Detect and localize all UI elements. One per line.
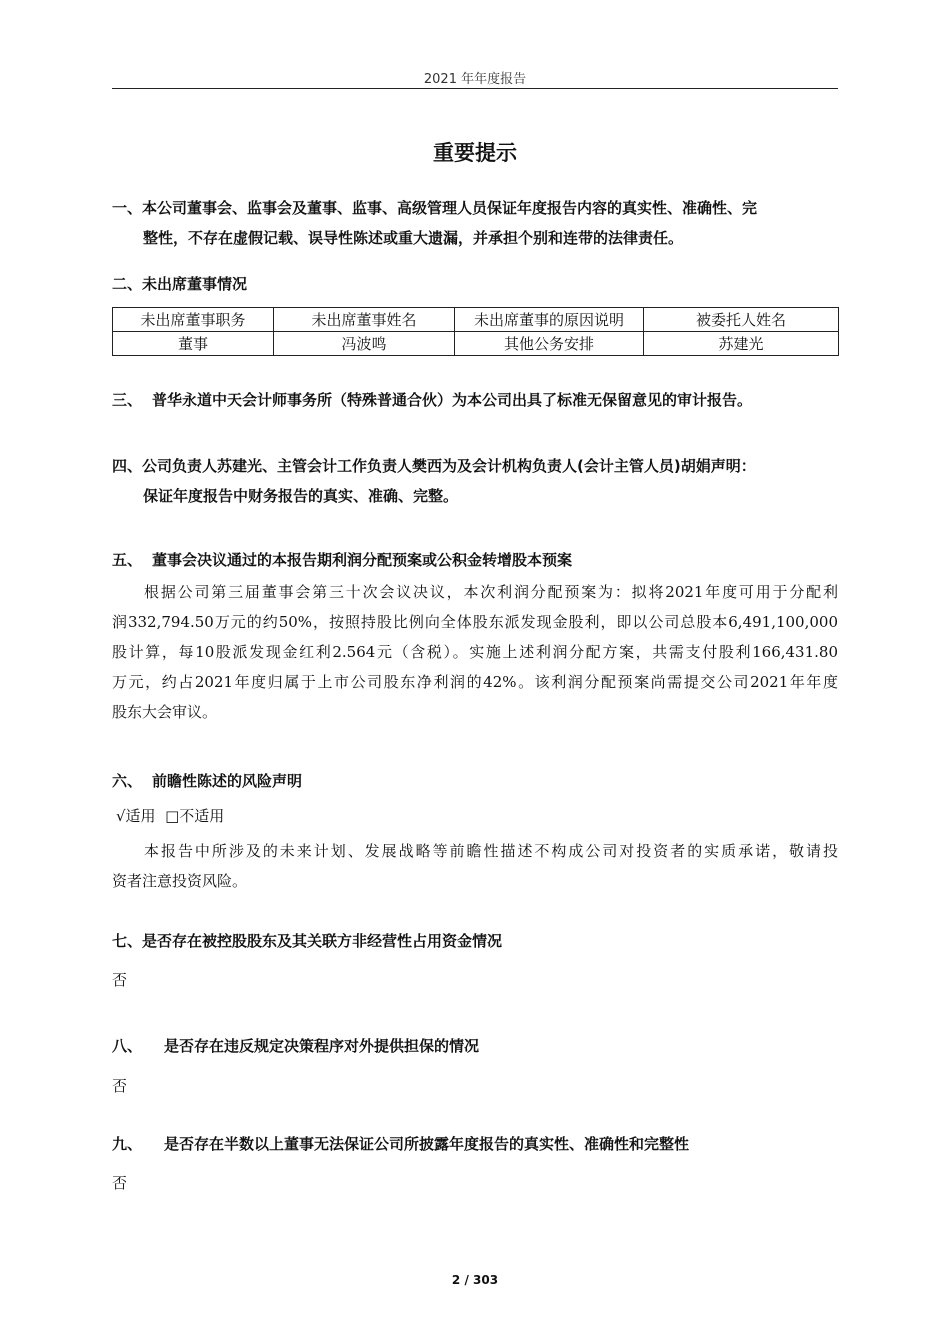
page-number: 2 / 303 bbox=[451, 1273, 499, 1287]
paragraph-line: 资者注意投资风险。 bbox=[112, 872, 248, 890]
section-7-number: 七、 bbox=[112, 932, 143, 950]
table-header-cell: 未出席董事的原因说明 bbox=[455, 308, 644, 332]
table-header-cell: 被委托人姓名 bbox=[644, 308, 839, 332]
page-header: 2021 年年度报告 bbox=[423, 72, 527, 87]
section-7-text: 是否存在被控股股东及其关联方非经营性占用资金情况 bbox=[142, 932, 503, 950]
section-3-number: 三、 bbox=[112, 391, 143, 409]
section-6-number: 六、 bbox=[112, 772, 143, 790]
table-header-row bbox=[113, 308, 839, 332]
paragraph-line: 万元，约占2021年度归属于上市公司股东净利润的42%。该利润分配预案尚需提交公司2021年年度 bbox=[112, 673, 838, 691]
section-4-continuation: 保证年度报告中财务报告的真实、准确、完整。 bbox=[143, 487, 459, 505]
section-7-answer: 否 bbox=[112, 971, 128, 989]
table-header-cell: 未出席董事职务 bbox=[113, 308, 274, 332]
section-8-heading bbox=[112, 1031, 479, 1061]
section-8-answer: 否 bbox=[112, 1077, 128, 1095]
risk-paragraph bbox=[112, 836, 838, 896]
page-title: 重要提示 bbox=[433, 141, 517, 165]
absent-directors-table bbox=[112, 307, 839, 356]
section-1-heading bbox=[112, 193, 757, 223]
applicable-option: √适用 bbox=[116, 807, 156, 825]
section-3-heading bbox=[112, 385, 752, 415]
not-applicable-option: □不适用 bbox=[165, 807, 225, 825]
table-cell: 其他公务安排 bbox=[455, 332, 644, 356]
paragraph-line: 股计算，每10股派发现金红利2.564元（含税）。实施上述利润分配方案，共需支付股利166,431.80 bbox=[112, 643, 838, 661]
section-1-number: 一、 bbox=[112, 199, 143, 217]
header-divider bbox=[112, 88, 838, 89]
paragraph-line: 润332,794.50万元的约50%，按照持股比例向全体股东派发现金股利，即以公司总股本6,491,100,000 bbox=[112, 613, 838, 631]
section-9-text: 是否存在半数以上董事无法保证公司所披露年度报告的真实性、准确性和完整性 bbox=[164, 1135, 690, 1153]
table-row bbox=[113, 332, 839, 356]
section-1-continuation: 整性，不存在虚假记载、误导性陈述或重大遗漏，并承担个别和连带的法律责任。 bbox=[143, 229, 684, 247]
section-2-number: 二、 bbox=[112, 275, 143, 293]
section-3-text: 普华永道中天会计师事务所（特殊普通合伙）为本公司出具了标准无保留意见的审计报告。 bbox=[152, 391, 753, 409]
section-6-heading bbox=[112, 766, 302, 796]
table-header-cell: 未出席董事姓名 bbox=[274, 308, 455, 332]
table-cell: 董事 bbox=[113, 332, 274, 356]
section-8-number: 八、 bbox=[112, 1037, 143, 1055]
section-1-text: 本公司董事会、监事会及董事、监事、高级管理人员保证年度报告内容的真实性、准确性、完 bbox=[142, 199, 758, 217]
section-4-number: 四、 bbox=[112, 457, 143, 475]
section-9-answer: 否 bbox=[112, 1174, 128, 1192]
section-5-text: 董事会决议通过的本报告期利润分配预案或公积金转增股本预案 bbox=[152, 551, 573, 569]
dividend-paragraph bbox=[112, 577, 838, 727]
section-8-text: 是否存在违反规定决策程序对外提供担保的情况 bbox=[164, 1037, 480, 1055]
section-9-number: 九、 bbox=[112, 1135, 143, 1153]
table-cell: 冯波鸣 bbox=[274, 332, 455, 356]
section-5-number: 五、 bbox=[112, 551, 143, 569]
paragraph-line: 根据公司第三届董事会第三十次会议决议，本次利润分配预案为：拟将2021年度可用于分配利 bbox=[144, 583, 838, 601]
section-7-heading bbox=[112, 926, 502, 956]
table-cell: 苏建光 bbox=[644, 332, 839, 356]
section-9-heading bbox=[112, 1129, 689, 1159]
section-2-heading bbox=[112, 269, 247, 299]
section-5-heading bbox=[112, 545, 572, 575]
section-4-heading bbox=[112, 451, 756, 481]
risk-options bbox=[116, 801, 842, 831]
paragraph-line: 股东大会审议。 bbox=[112, 703, 218, 721]
section-6-text: 前瞻性陈述的风险声明 bbox=[152, 772, 303, 790]
paragraph-line: 本报告中所涉及的未来计划、发展战略等前瞻性描述不构成公司对投资者的实质承诺，敬请投 bbox=[144, 842, 838, 860]
section-2-text: 未出席董事情况 bbox=[142, 275, 248, 293]
section-4-text: 公司负责人苏建光、主管会计工作负责人樊西为及会计机构负责人(会计主管人员)胡娟声明： bbox=[142, 457, 756, 475]
